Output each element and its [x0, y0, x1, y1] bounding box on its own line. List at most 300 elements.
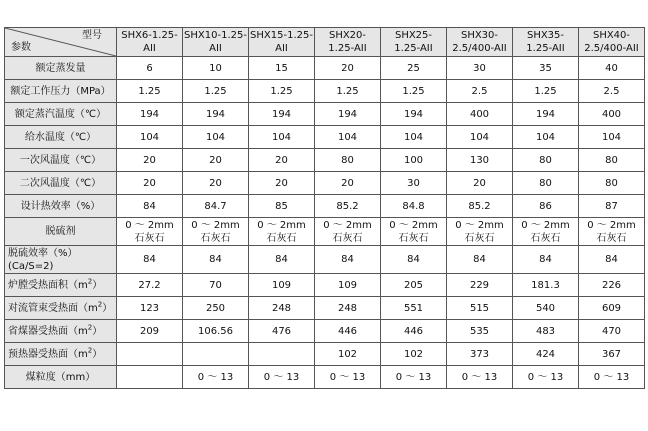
cell-text: 1.25-AII [328, 43, 367, 54]
cell-text: 0 ～ 13 [197, 371, 234, 383]
table-cell [117, 274, 183, 297]
cell-text: 0 ～ 2mm [455, 219, 504, 231]
cell-text: 194 [205, 108, 226, 120]
cell-text: 1.25 [270, 85, 293, 97]
cell-text: 84 [275, 254, 288, 265]
table-cell [381, 366, 447, 389]
table-cell [315, 366, 381, 389]
cell-text: 84 [143, 254, 156, 265]
table-cell [579, 80, 645, 103]
cell-text: 104 [205, 131, 226, 143]
cell-text: 1.25 [336, 85, 359, 97]
cell-text: 400 [601, 108, 622, 120]
table-cell [117, 80, 183, 103]
table-cell [183, 366, 249, 389]
row-label-text: 炉膛受热面积（m [8, 279, 88, 291]
table-cell [315, 57, 381, 80]
cell-text: 0 ～ 2mm [125, 219, 174, 231]
table-row [5, 274, 645, 297]
table-cell [117, 149, 183, 172]
row-label-text: 额定工作压力（MPa） [10, 85, 111, 97]
cell-text: 30 [407, 177, 420, 189]
cell-text: 181.3 [531, 279, 560, 291]
cell-text: 104 [271, 131, 292, 143]
table-row [5, 195, 645, 218]
cell-text: 80 [539, 177, 552, 189]
row-label [5, 172, 117, 195]
table-cell [117, 343, 183, 366]
cell-text: 0 ～ 2mm [587, 219, 636, 231]
cell-text: 30 [473, 62, 486, 74]
cell-text: 100 [403, 154, 424, 166]
row-label [5, 297, 117, 320]
cell-text: SHX25- [394, 30, 433, 41]
table-cell [315, 274, 381, 297]
cell-text: 70 [209, 279, 222, 291]
row-label-text: 脱硫效率（%） [8, 247, 78, 259]
cell-text: 400 [469, 108, 490, 120]
table-cell [381, 320, 447, 343]
cell-text: 85.2 [468, 200, 491, 212]
cell-text: 104 [139, 131, 160, 143]
model-header-cell [183, 28, 249, 57]
table-cell [447, 246, 513, 274]
cell-text: 194 [139, 108, 160, 120]
table-cell [249, 195, 315, 218]
cell-text: 20 [143, 177, 156, 189]
row-label-text: 二次风温度（℃） [19, 177, 102, 189]
row-label-text: 一次风温度（℃） [19, 154, 102, 166]
cell-text: 551 [403, 302, 424, 314]
cell-text: 石灰石 [596, 232, 627, 244]
cell-text: 250 [205, 302, 226, 314]
cell-text: 476 [271, 325, 292, 337]
unit-exponent: 2 [97, 300, 103, 309]
table-cell [183, 343, 249, 366]
cell-text: 0 ～ 2mm [389, 219, 438, 231]
table-cell [183, 126, 249, 149]
table-cell [249, 57, 315, 80]
cell-text: SHX6-1.25- [121, 30, 178, 41]
table-cell [183, 246, 249, 274]
table-cell [447, 103, 513, 126]
cell-text: 84.7 [204, 200, 227, 212]
cell-text: 373 [469, 348, 490, 360]
cell-text: 86 [539, 200, 552, 212]
row-label [5, 274, 117, 297]
cell-text: 85.2 [336, 200, 359, 212]
table-row [5, 366, 645, 389]
cell-text: 20 [341, 177, 354, 189]
table-cell [579, 320, 645, 343]
table-cell [579, 366, 645, 389]
table-row [5, 172, 645, 195]
cell-text: 248 [271, 302, 292, 314]
cell-text: SHX30- [460, 30, 499, 41]
header-row [5, 28, 645, 57]
cell-text: AII [275, 43, 288, 54]
cell-text: SHX20- [328, 30, 367, 41]
cell-text: 0 ～ 13 [527, 371, 564, 383]
table-cell [579, 274, 645, 297]
table-cell [315, 126, 381, 149]
row-label [5, 103, 117, 126]
table-cell [513, 195, 579, 218]
cell-text: 0 ～ 13 [329, 371, 366, 383]
row-label [5, 343, 117, 366]
cell-text: 6 [146, 62, 153, 74]
row-label [5, 366, 117, 389]
cell-text: SHX15-1.25- [250, 30, 313, 41]
row-label-suffix: ） [92, 325, 103, 337]
cell-text: 40 [605, 62, 618, 74]
table-cell [117, 246, 183, 274]
cell-text: 0 ～ 13 [263, 371, 300, 383]
table-row [5, 126, 645, 149]
cell-text: 84 [539, 254, 552, 265]
cell-text: 209 [139, 325, 160, 337]
cell-text: 248 [337, 302, 358, 314]
cell-text: SHX35- [526, 30, 565, 41]
cell-text: 194 [535, 108, 556, 120]
table-cell [513, 126, 579, 149]
table-cell [183, 320, 249, 343]
table-cell [249, 103, 315, 126]
row-label-note: (Ca/S=2) [8, 260, 54, 272]
table-cell [513, 80, 579, 103]
cell-text: SHX10-1.25- [184, 30, 247, 41]
table-cell [117, 103, 183, 126]
cell-text: 104 [403, 131, 424, 143]
table-cell [513, 320, 579, 343]
cell-text: 80 [605, 177, 618, 189]
cell-text: 194 [403, 108, 424, 120]
cell-text: AII [143, 43, 156, 54]
table-cell [183, 218, 249, 246]
row-label [5, 126, 117, 149]
table-cell [513, 297, 579, 320]
row-label [5, 195, 117, 218]
table-row [5, 246, 645, 274]
cell-text: 2.5 [471, 85, 488, 97]
cell-text: 80 [539, 154, 552, 166]
table-cell [579, 246, 645, 274]
cell-text: 20 [473, 177, 486, 189]
cell-text: 424 [535, 348, 556, 360]
table-cell [315, 80, 381, 103]
table-row [5, 80, 645, 103]
table-cell [249, 126, 315, 149]
cell-text: 2.5/400-AII [584, 43, 639, 54]
row-label-text: 额定蒸汽温度（℃） [14, 108, 107, 120]
cell-text: 20 [275, 154, 288, 166]
cell-text: 367 [601, 348, 622, 360]
row-label-text: 对流管束受热面（m [8, 302, 98, 314]
table-cell [315, 103, 381, 126]
table-cell [447, 320, 513, 343]
model-header-label: 型号 [82, 30, 102, 41]
table-cell [381, 172, 447, 195]
table-cell [579, 172, 645, 195]
cell-text: 0 ～ 2mm [323, 219, 372, 231]
table-cell [183, 80, 249, 103]
table-cell [249, 218, 315, 246]
table-cell [249, 246, 315, 274]
table-cell [579, 218, 645, 246]
cell-text: 20 [209, 177, 222, 189]
table-cell [381, 149, 447, 172]
cell-text: 0 ～ 13 [395, 371, 432, 383]
cell-text: 104 [535, 131, 556, 143]
cell-text: 1.25-AII [526, 43, 565, 54]
cell-text: 0 ～ 2mm [191, 219, 240, 231]
table-cell [249, 366, 315, 389]
corner-header-cell [5, 28, 117, 57]
table-cell [117, 320, 183, 343]
table-cell [183, 172, 249, 195]
table-row [5, 57, 645, 80]
cell-text: 130 [469, 154, 490, 166]
table-cell [117, 57, 183, 80]
table-cell [381, 343, 447, 366]
table-cell [183, 195, 249, 218]
table-cell [447, 218, 513, 246]
cell-text: 102 [337, 348, 358, 360]
table-cell [447, 195, 513, 218]
table-cell [579, 57, 645, 80]
table-cell [381, 297, 447, 320]
table-cell [513, 246, 579, 274]
table-cell [579, 343, 645, 366]
table-cell [447, 80, 513, 103]
table-row [5, 149, 645, 172]
cell-text: AII [209, 43, 222, 54]
table-cell [447, 57, 513, 80]
table-cell [315, 343, 381, 366]
table-cell [249, 80, 315, 103]
table-cell [513, 366, 579, 389]
cell-text: 25 [407, 62, 420, 74]
row-label-text: 脱硫剂 [45, 226, 76, 237]
table-cell [315, 172, 381, 195]
model-header-cell [249, 28, 315, 57]
cell-text: 84 [605, 254, 618, 265]
row-label-suffix: ） [92, 348, 103, 360]
model-header-cell [381, 28, 447, 57]
model-header-cell [315, 28, 381, 57]
table-cell [381, 57, 447, 80]
table-cell [381, 80, 447, 103]
cell-text: 0 ～ 13 [461, 371, 498, 383]
row-label [5, 57, 117, 80]
cell-text: 石灰石 [134, 232, 165, 244]
row-label-text: 煤粒度（mm） [25, 371, 96, 383]
row-label [5, 320, 117, 343]
cell-text: 84.8 [402, 200, 425, 212]
table-cell [513, 218, 579, 246]
row-label-text: 额定蒸发量 [35, 62, 86, 74]
cell-text: 石灰石 [332, 232, 363, 244]
unit-exponent: 2 [87, 277, 93, 286]
table-row [5, 218, 645, 246]
table-cell [249, 297, 315, 320]
table-cell [579, 195, 645, 218]
cell-text: 27.2 [138, 279, 161, 291]
model-header-cell [447, 28, 513, 57]
cell-text: 226 [601, 279, 622, 291]
table-cell [183, 57, 249, 80]
table-cell [381, 218, 447, 246]
row-label [5, 80, 117, 103]
table-cell [513, 274, 579, 297]
table-cell [117, 297, 183, 320]
cell-text: 106.56 [198, 325, 233, 337]
table-cell [447, 366, 513, 389]
table-cell [117, 366, 183, 389]
table-cell [249, 343, 315, 366]
cell-text: 0 ～ 13 [593, 371, 630, 383]
cell-text: 35 [539, 62, 552, 74]
model-header-cell [513, 28, 579, 57]
cell-text: 1.25 [402, 85, 425, 97]
table-cell [315, 218, 381, 246]
cell-text: 109 [337, 279, 358, 291]
cell-text: 205 [403, 279, 424, 291]
cell-text: SHX40- [592, 30, 631, 41]
table-cell [513, 103, 579, 126]
cell-text: 石灰石 [530, 232, 561, 244]
cell-text: 0 ～ 2mm [257, 219, 306, 231]
row-label-text: 给水温度（℃） [24, 131, 97, 143]
cell-text: 1.25 [534, 85, 557, 97]
table-cell [381, 103, 447, 126]
boiler-spec-table [4, 27, 645, 389]
table-cell [579, 297, 645, 320]
cell-text: 80 [605, 154, 618, 166]
cell-text: 515 [469, 302, 490, 314]
table-cell [447, 149, 513, 172]
cell-text: 20 [341, 62, 354, 74]
row-label [5, 218, 117, 246]
table-row [5, 103, 645, 126]
row-label [5, 149, 117, 172]
table-cell [513, 57, 579, 80]
cell-text: 470 [601, 325, 622, 337]
cell-text: 1.25-AII [394, 43, 433, 54]
table-cell [579, 149, 645, 172]
model-header-cell [579, 28, 645, 57]
table-cell [513, 149, 579, 172]
row-label-text: 预热器受热面（m [8, 348, 88, 360]
cell-text: 104 [337, 131, 358, 143]
cell-text: 石灰石 [266, 232, 297, 244]
cell-text: 535 [469, 325, 490, 337]
unit-exponent: 2 [87, 323, 93, 332]
cell-text: 0 ～ 2mm [521, 219, 570, 231]
cell-text: 104 [601, 131, 622, 143]
table-cell [579, 126, 645, 149]
cell-text: 84 [341, 254, 354, 265]
table-cell [579, 103, 645, 126]
table-cell [315, 297, 381, 320]
cell-text: 109 [271, 279, 292, 291]
row-label-suffix: ） [102, 302, 113, 314]
cell-text: 229 [469, 279, 490, 291]
cell-text: 446 [337, 325, 358, 337]
table-cell [315, 195, 381, 218]
cell-text: 194 [337, 108, 358, 120]
table-cell [183, 274, 249, 297]
cell-text: 石灰石 [200, 232, 231, 244]
table-row [5, 343, 645, 366]
cell-text: 石灰石 [464, 232, 495, 244]
table-cell [447, 297, 513, 320]
table-cell [249, 320, 315, 343]
cell-text: 1.25 [204, 85, 227, 97]
table-row [5, 320, 645, 343]
cell-text: 483 [535, 325, 556, 337]
cell-text: 194 [271, 108, 292, 120]
table-cell [117, 172, 183, 195]
table-cell [447, 274, 513, 297]
table-cell [315, 320, 381, 343]
table-cell [183, 297, 249, 320]
cell-text: 84 [407, 254, 420, 265]
table-cell [117, 195, 183, 218]
row-label-text: 设计热效率（%） [20, 200, 101, 212]
table-row [5, 297, 645, 320]
cell-text: 2.5 [603, 85, 620, 97]
table-cell [447, 126, 513, 149]
row-label-suffix: ） [92, 279, 103, 291]
table-cell [249, 172, 315, 195]
cell-text: 84 [473, 254, 486, 265]
table-cell [249, 274, 315, 297]
table-cell [381, 246, 447, 274]
cell-text: 540 [535, 302, 556, 314]
table-cell [117, 126, 183, 149]
table-cell [447, 172, 513, 195]
cell-text: 10 [209, 62, 222, 74]
cell-text: 20 [143, 154, 156, 166]
cell-text: 104 [469, 131, 490, 143]
cell-text: 102 [403, 348, 424, 360]
cell-text: 84 [143, 200, 156, 212]
cell-text: 80 [341, 154, 354, 166]
table-cell [381, 195, 447, 218]
table-cell [315, 149, 381, 172]
table-cell [117, 218, 183, 246]
parameter-header-label: 参数 [11, 42, 31, 53]
cell-text: 85 [275, 200, 288, 212]
row-label-text: 省煤器受热面（m [8, 325, 88, 337]
cell-text: 84 [209, 254, 222, 265]
cell-text: 87 [605, 200, 618, 212]
table-cell [381, 126, 447, 149]
table-cell [381, 274, 447, 297]
table-cell [249, 149, 315, 172]
model-header-cell [117, 28, 183, 57]
cell-text: 2.5/400-AII [452, 43, 507, 54]
table-cell [513, 343, 579, 366]
table-cell [183, 103, 249, 126]
cell-text: 123 [139, 302, 160, 314]
table-body [5, 57, 645, 389]
table-cell [315, 246, 381, 274]
table-cell [513, 172, 579, 195]
cell-text: 15 [275, 62, 288, 74]
table-cell [447, 343, 513, 366]
